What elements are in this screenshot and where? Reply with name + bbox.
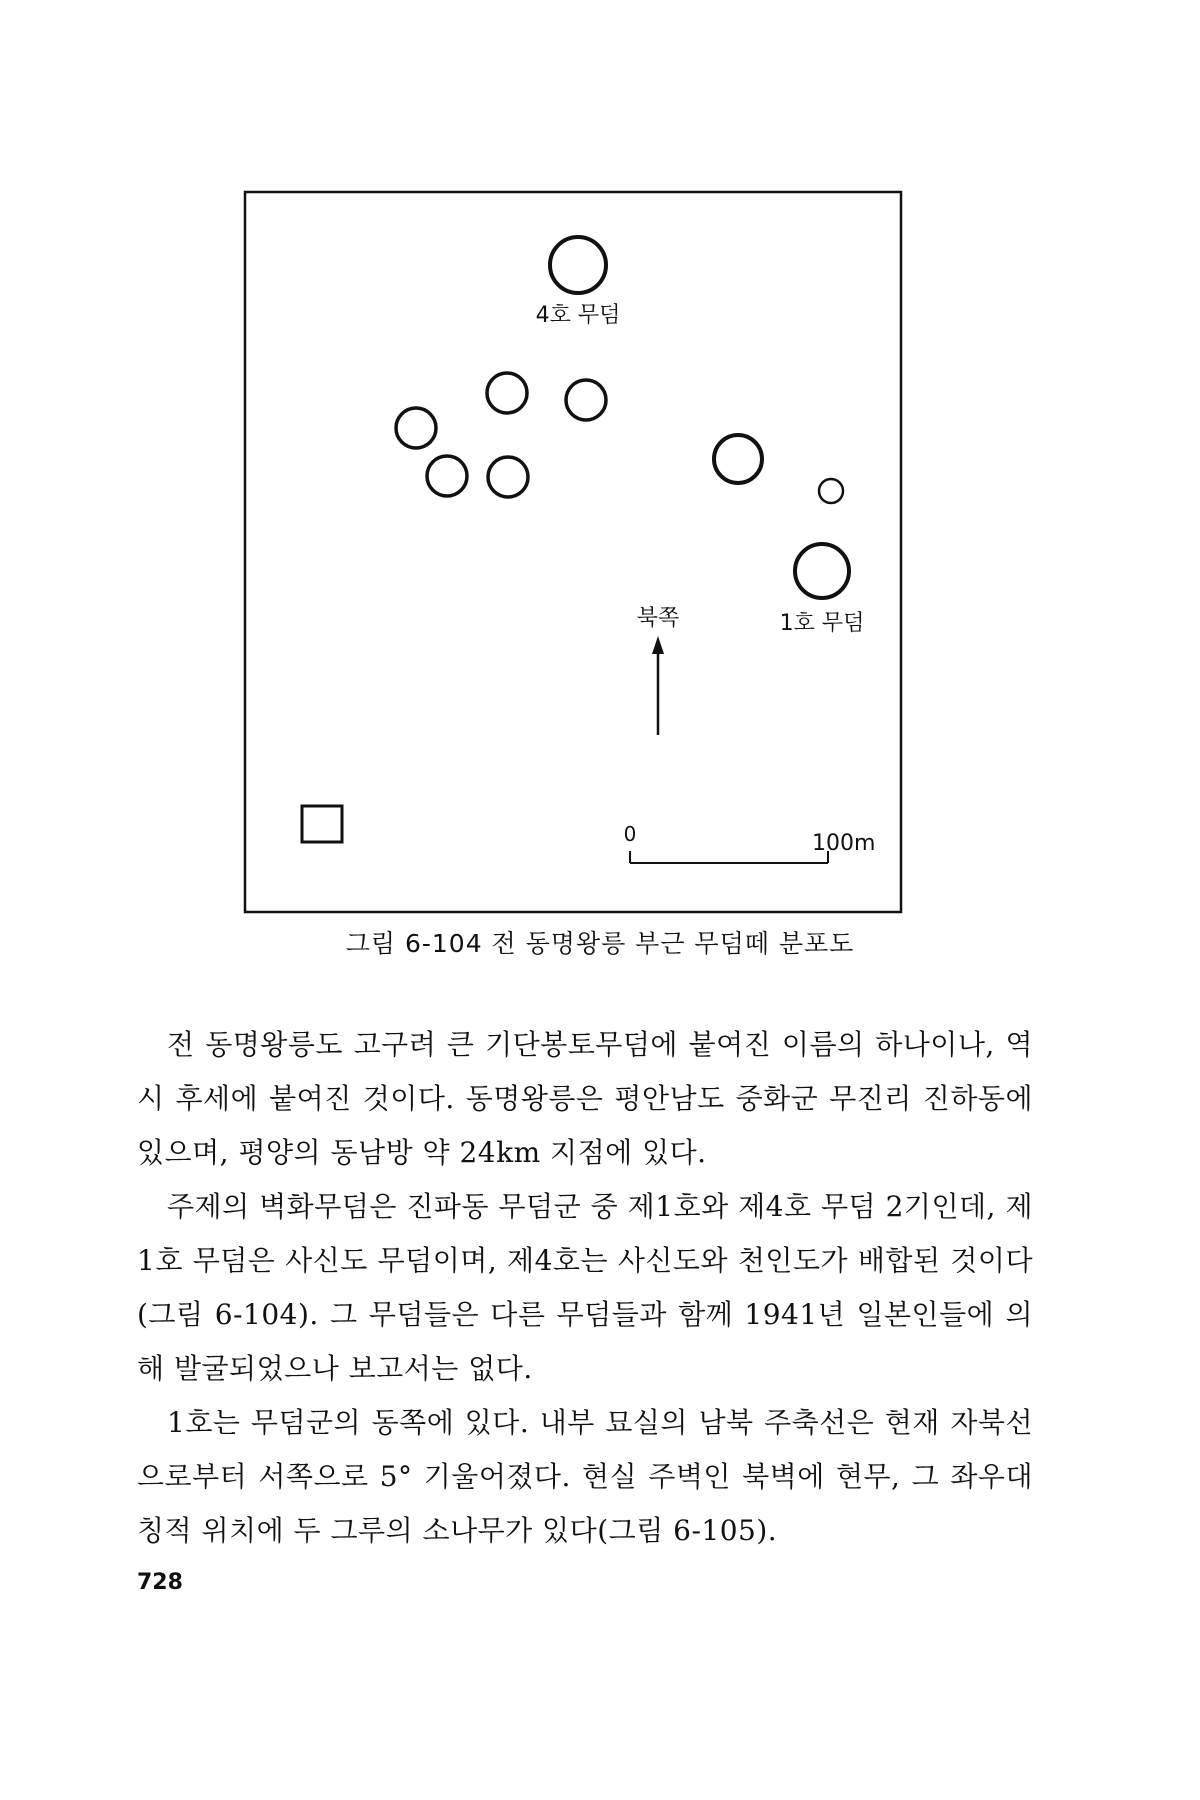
tomb-1-marker (795, 544, 849, 598)
square-structure (302, 806, 342, 842)
tomb-marker (396, 408, 436, 448)
tomb-marker (566, 380, 606, 420)
body-text (137, 1018, 1033, 1558)
scale-zero-label: 0 (623, 822, 637, 846)
tomb-4-marker (550, 237, 606, 293)
north-arrow-head (652, 636, 664, 654)
paragraph: 전 동명왕릉도 고구려 큰 기단봉토무덤에 붙여진 이름의 하나이나, 역시 후세에 붙여진 것이다. 동명왕릉은 평안남도 중화군 무진리 진하동에 있으며, 평양의 동남방 약 24km 지점에 있다. (137, 1028, 1033, 1169)
tomb-marker (488, 457, 528, 497)
tomb-1-label: 1호 무덤 (779, 611, 865, 636)
tomb-4-label: 4호 무덤 (535, 303, 621, 328)
page-number: 728 (137, 1570, 183, 1595)
paragraph: 1호는 무덤군의 동쪽에 있다. 내부 묘실의 남북 주축선은 현재 자북선으로부터 서쪽으로 5° 기울어졌다. 현실 주벽인 북벽에 현무, 그 좌우대칭적 위치에 두 그루의 소나무가 있다(그림 6-105). (137, 1406, 1033, 1547)
paragraph: 주제의 벽화무덤은 진파동 무덤군 중 제1호와 제4호 무덤 2기인데, 제1호 무덤은 사신도 무덤이며, 제4호는 사신도와 천인도가 배합된 것이다(그림 6-104). 그 무덤들은 다른 무덤들과 함께 1941년 일본인들에 의해 발굴되었으나 보고서는 없다. (137, 1190, 1033, 1385)
figure-caption: 그림 6-104 전 동명왕릉 부근 무덤떼 분포도 (345, 929, 855, 958)
scale-end-label: 100m (812, 831, 876, 856)
tomb-marker (487, 373, 527, 413)
tomb-marker (819, 479, 843, 503)
tomb-marker (427, 456, 467, 496)
north-label: 북쪽 (636, 606, 680, 631)
tomb-marker (714, 435, 762, 483)
